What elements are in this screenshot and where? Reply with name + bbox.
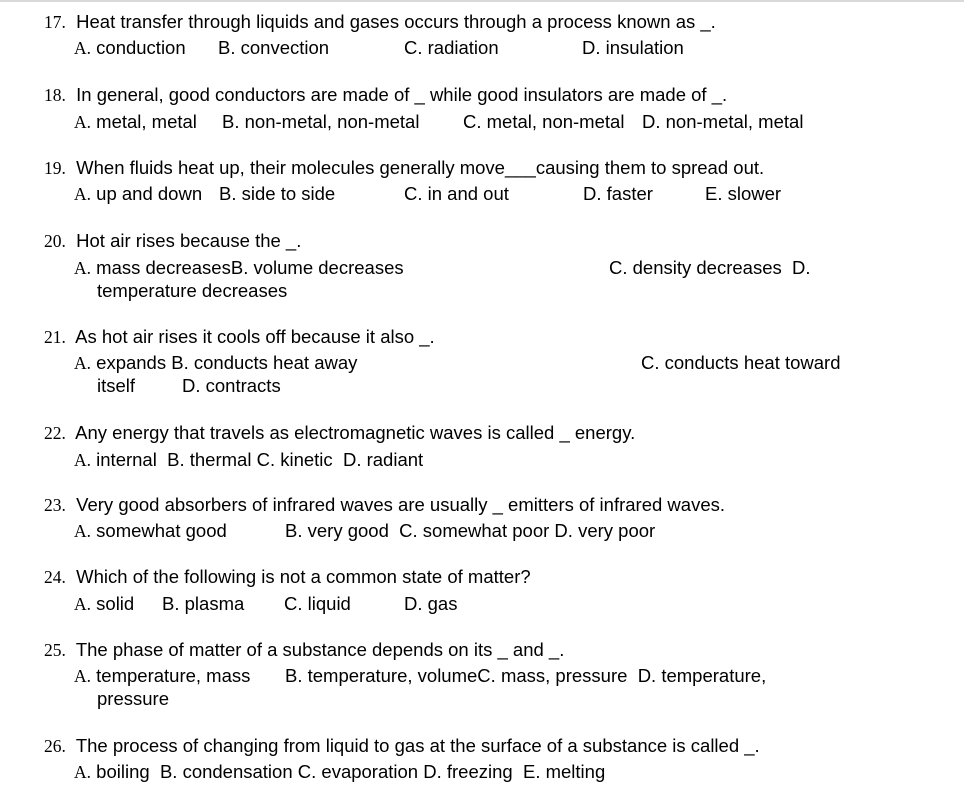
question-number: 21. xyxy=(44,327,66,347)
question-text: The phase of matter of a substance depends on its _ and _. xyxy=(75,639,565,660)
question-number: 18. xyxy=(44,85,66,105)
option-20-ab: A. mass decreasesB. volume decreases xyxy=(74,257,404,278)
option-25-a: A. temperature, mass xyxy=(74,665,251,686)
option-19-e: E. slower xyxy=(705,183,782,204)
option-20-d-wrap: temperature decreases xyxy=(97,280,288,301)
question-number: 19. xyxy=(44,158,66,178)
question-22-stem xyxy=(44,421,635,445)
question-17-stem xyxy=(44,10,716,34)
option-22-abcd: A. internal B. thermal C. kinetic D. radiant xyxy=(74,449,424,470)
question-text: Which of the following is not a common state of matter? xyxy=(76,566,531,587)
question-text: Any energy that travels as electromagnetic waves is called _ energy. xyxy=(75,422,636,443)
question-text: Hot air rises because the _. xyxy=(76,230,302,251)
question-25-stem xyxy=(44,638,564,662)
question-number: 20. xyxy=(44,231,66,251)
option-19-c: C. in and out xyxy=(404,183,509,204)
question-text: The process of changing from liquid to gas at the surface of a substance is called _. xyxy=(75,735,760,756)
option-19-b: B. side to side xyxy=(219,183,336,204)
question-text: Heat transfer through liquids and gases occurs through a process known as _. xyxy=(76,11,716,32)
option-17-b: B. convection xyxy=(218,37,330,58)
option-17-d: D. insulation xyxy=(582,37,684,58)
question-20-stem xyxy=(44,229,301,253)
question-number: 24. xyxy=(44,567,66,587)
question-23-stem xyxy=(44,493,725,517)
option-21-d: D. contracts xyxy=(182,375,281,396)
option-24-c: C. liquid xyxy=(284,593,351,614)
option-20-cd: C. density decreases D. xyxy=(609,257,811,278)
question-24-stem xyxy=(44,565,531,589)
option-21-ab: A. expands B. conducts heat away xyxy=(74,352,358,373)
question-18-stem xyxy=(44,83,727,107)
question-number: 17. xyxy=(44,12,66,32)
question-text: Very good absorbers of infrared waves are usually _ emitters of infrared waves. xyxy=(76,494,726,515)
question-number: 25. xyxy=(44,640,66,660)
question-text: In general, good conductors are made of _ while good insulators are made of _. xyxy=(76,84,728,105)
option-19-d: D. faster xyxy=(583,183,653,204)
option-25-d-wrap: pressure xyxy=(97,688,169,709)
question-19-stem xyxy=(44,156,764,180)
option-24-b: B. plasma xyxy=(162,593,245,614)
option-18-a: A. metal, metal xyxy=(74,111,197,132)
question-number: 22. xyxy=(44,423,66,443)
page-top-rule xyxy=(0,0,964,2)
option-24-d: D. gas xyxy=(404,593,458,614)
question-text: When fluids heat up, their molecules generally move___causing them to spread out. xyxy=(76,157,765,178)
option-21-c-wrap: itself xyxy=(97,375,136,396)
option-18-b: B. non-metal, non-metal xyxy=(222,111,420,132)
question-number: 26. xyxy=(44,736,66,756)
option-23-a: A. somewhat good xyxy=(74,520,227,541)
option-19-a: A. up and down xyxy=(74,183,203,204)
option-21-c: C. conducts heat toward xyxy=(641,352,841,373)
option-17-c: C. radiation xyxy=(404,37,499,58)
option-18-d: D. non-metal, metal xyxy=(642,111,804,132)
option-17-a: A. conduction xyxy=(74,37,186,58)
option-24-a: A. solid xyxy=(74,593,135,614)
option-18-c: C. metal, non-metal xyxy=(463,111,625,132)
question-number: 23. xyxy=(44,495,66,515)
question-21-stem xyxy=(44,325,435,349)
question-26-stem xyxy=(44,734,760,758)
option-25-bcd: B. temperature, volumeC. mass, pressure D. temperature, xyxy=(285,665,767,686)
option-23-bcd: B. very good C. somewhat poor D. very poor xyxy=(285,520,656,541)
option-26-abcde: A. boiling B. condensation C. evaporation D. freezing E. melting xyxy=(74,761,606,782)
question-text: As hot air rises it cools off because it also _. xyxy=(75,326,435,347)
